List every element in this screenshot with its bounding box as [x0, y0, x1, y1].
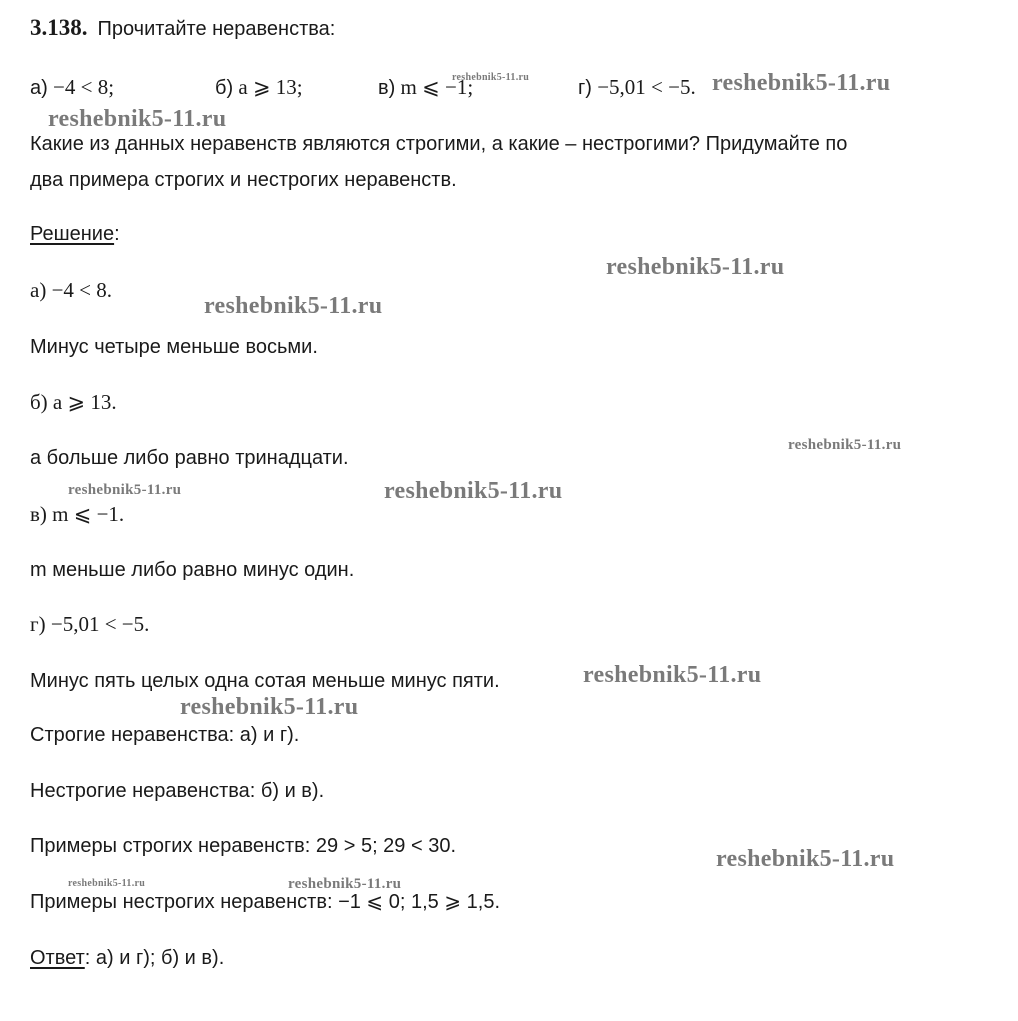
solution-c-expr: в) m ⩽ −1.: [30, 502, 125, 526]
watermark: reshebnik5-11.ru: [204, 293, 383, 319]
strict-summary: Строгие неравенства: а) и г).: [30, 724, 300, 746]
solution-a-expr: а) −4 < 8.: [30, 278, 113, 302]
watermark: reshebnik5-11.ru: [712, 70, 891, 96]
option-d: г) −5,01 < −5.: [578, 75, 696, 99]
answer-line: Ответ: а) и г); б) и в).: [30, 947, 225, 969]
watermark: reshebnik5-11.ru: [288, 876, 402, 892]
answer-text: а) и г); б) и в).: [90, 947, 225, 969]
solution-b-expr: б) a ⩾ 13.: [30, 390, 117, 414]
watermark: reshebnik5-11.ru: [48, 106, 227, 132]
watermark: reshebnik5-11.ru: [68, 878, 146, 889]
problem-header: [30, 14, 335, 43]
option-a: а) −4 < 8;: [30, 75, 115, 99]
watermark: reshebnik5-11.ru: [180, 694, 359, 720]
watermark: reshebnik5-11.ru: [716, 846, 895, 872]
solution-d-expr: г) −5,01 < −5.: [30, 612, 150, 636]
problem-prompt: Прочитайте неравенства:: [97, 18, 336, 40]
problem-number: 3.138.: [30, 15, 88, 40]
option-b: б) a ⩾ 13;: [215, 75, 303, 99]
question-line-1: Какие из данных неравенств являются строгими, а какие – нестрогими? Придумайте по: [30, 133, 848, 155]
watermark: reshebnik5-11.ru: [68, 482, 182, 498]
watermark: reshebnik5-11.ru: [788, 437, 902, 453]
watermark: reshebnik5-11.ru: [452, 72, 530, 83]
question-line-2: два примера строгих и нестрогих неравенств.: [30, 169, 457, 191]
nonstrict-examples: Примеры нестрогих неравенств: −1 ⩽ 0; 1,5 ⩾ 1,5.: [30, 891, 501, 913]
watermark: reshebnik5-11.ru: [583, 662, 762, 688]
solution-a-reading: Минус четыре меньше восьми.: [30, 336, 318, 358]
strict-examples: Примеры строгих неравенств: 29 > 5; 29 < 30.: [30, 835, 457, 857]
watermark: reshebnik5-11.ru: [606, 254, 785, 280]
nonstrict-summary: Нестрогие неравенства: б) и в).: [30, 780, 325, 802]
watermark: reshebnik5-11.ru: [384, 478, 563, 504]
option-c: в) m ⩽ −1;: [378, 75, 474, 99]
solution-c-reading: m меньше либо равно минус один.: [30, 559, 355, 581]
solution-d-reading: Минус пять целых одна сотая меньше минус пяти.: [30, 670, 500, 692]
solution-heading: Решение:: [30, 223, 120, 245]
answer-label: Ответ: [30, 947, 85, 969]
solution-b-reading: a больше либо равно тринадцати.: [30, 447, 349, 469]
